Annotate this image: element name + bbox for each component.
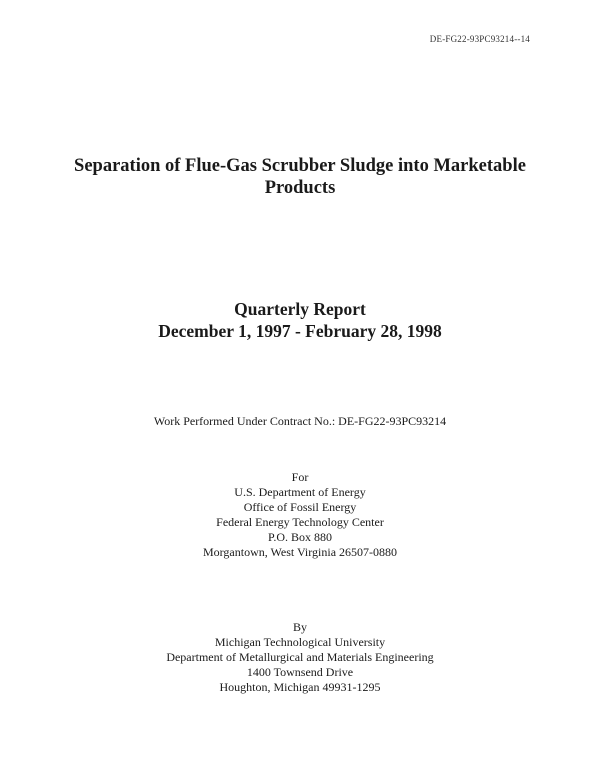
report-type: Quarterly Report <box>234 299 366 319</box>
performer-label: By <box>292 620 307 634</box>
report-heading <box>60 298 540 342</box>
recipient-line: U.S. Department of Energy <box>234 485 366 499</box>
recipient-line: P.O. Box 880 <box>267 530 332 544</box>
report-title-line-1: Separation of Flue-Gas Scrubber Sludge into Marketable <box>74 156 526 176</box>
performer-line: 1400 Townsend Drive <box>246 665 354 679</box>
performer-line: Michigan Technological University <box>214 635 386 649</box>
recipient-line: Morgantown, West Virginia 26507-0880 <box>202 545 398 559</box>
report-title-line-2: Products <box>264 178 336 198</box>
contract-number: Work Performed Under Contract No.: DE-FG22-93PC93214 <box>153 414 447 428</box>
performer-block <box>60 620 540 695</box>
recipient-line: Office of Fossil Energy <box>243 500 357 514</box>
performer-line: Houghton, Michigan 49931-1295 <box>219 680 381 694</box>
report-period: December 1, 1997 - February 28, 1998 <box>158 321 442 341</box>
recipient-line: Federal Energy Technology Center <box>216 515 384 529</box>
recipient-block <box>60 470 540 560</box>
document-id: DE-FG22-93PC93214--14 <box>429 34 530 44</box>
performer-line: Department of Metallurgical and Materials Engineering <box>166 650 434 664</box>
recipient-label: For <box>291 470 309 484</box>
report-title <box>60 155 540 199</box>
